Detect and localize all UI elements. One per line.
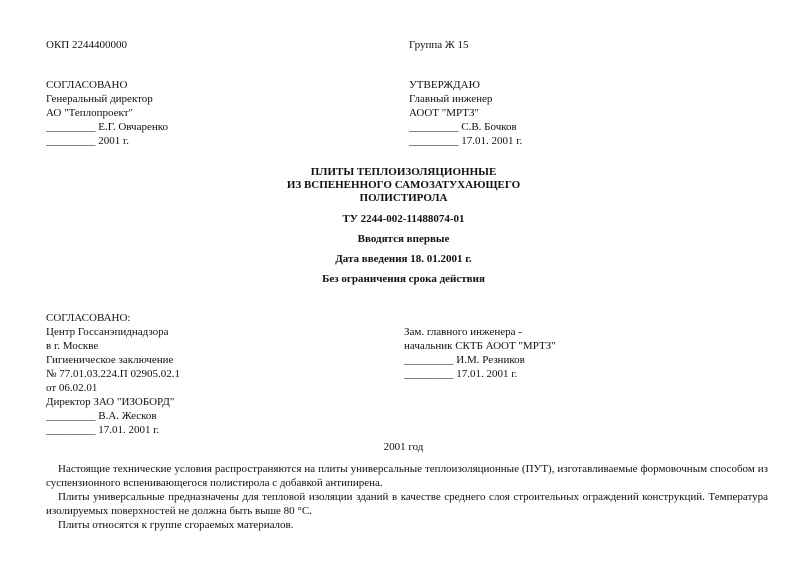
approval-left-title: СОГЛАСОВАНО	[46, 79, 128, 91]
approval-right-block	[409, 78, 522, 148]
title-line-1: ПЛИТЫ ТЕПЛОИЗОЛЯЦИОННЫЕ	[310, 166, 497, 178]
paragraph: Плиты относятся к группе сгораемых материалов.	[58, 519, 294, 531]
approval2-left-line-5: от 06.02.01	[46, 382, 98, 394]
validity-note: Без ограничения срока действия	[322, 273, 485, 285]
approval-right-signature: _________ С.В. Бочков	[409, 121, 517, 133]
title-line-2: ИЗ ВСПЕНЕННОГО САМОЗАТУХАЮЩЕГО	[286, 179, 521, 191]
group-code: Группа Ж 15	[409, 39, 469, 51]
title-line-3: ПОЛИСТИРОЛА	[359, 192, 448, 204]
approval2-left-line-3: Гигиеническое заключение	[46, 354, 174, 366]
document-code: ТУ 2244-002-11488074-01	[342, 213, 465, 225]
approval2-right-date: _________ 17.01. 2001 г.	[404, 368, 518, 380]
paragraph: Настоящие технические условия распространяются на плиты универсальные теплоизоляционные (ПУТ), изготавливаемые формовочным способом из суспензионного вспенивающегося полистирола с добавкой антипирена.	[46, 463, 768, 489]
approval2-left-line-1: Центр Госсанэпиднадзора	[46, 326, 169, 338]
approval2-right-block	[404, 325, 556, 381]
first-time-note: Вводятся впервые	[357, 233, 450, 245]
okp-code: ОКП 2244400000	[46, 39, 127, 51]
approval2-right-line-2: начальник СКТБ АООТ "МРТЗ"	[404, 340, 556, 352]
paragraph: Плиты универсальные предназначены для тепловой изоляции зданий в качестве среднего слоя строительных ограждений конструкций. Температура изолируемых поверхностей не должна быть выше 80 °С.	[46, 491, 768, 517]
approval2-right-line-1: Зам. главного инженера -	[404, 326, 522, 338]
approval2-left-line-2: в г. Москве	[46, 340, 99, 352]
approval2-left-block	[46, 311, 180, 437]
approval2-right-signature: _________ И.М. Резников	[404, 354, 525, 366]
approval-right-date: _________ 17.01. 2001 г.	[409, 135, 523, 147]
document-year: 2001 год	[383, 441, 424, 453]
approval-left-date: _________ 2001 г.	[46, 135, 130, 147]
document-title	[0, 166, 807, 205]
approval2-left-date: _________ 17.01. 2001 г.	[46, 424, 160, 436]
approval2-left-line-4: № 77.01.03.224.П 02905.02.1	[46, 368, 180, 380]
approval2-left-signature: _________ В.А. Жесков	[46, 410, 157, 422]
approval-right-title: УТВЕРЖДАЮ	[409, 79, 480, 91]
approval-left-organization: АО "Теплопроект"	[46, 107, 134, 119]
approval-left-block	[46, 78, 168, 148]
approval2-left-line-6: Директор ЗАО "ИЗОБОРД"	[46, 396, 175, 408]
approval-left-position: Генеральный директор	[46, 93, 153, 105]
approval2-left-title: СОГЛАСОВАНО:	[46, 312, 131, 324]
approval-right-position: Главный инженер	[409, 93, 493, 105]
body-text	[46, 462, 768, 532]
approval-right-organization: АООТ "МРТЗ"	[409, 107, 479, 119]
introduction-date: Дата введения 18. 01.2001 г.	[335, 253, 472, 265]
approval-left-signature: _________ Е.Г. Овчаренко	[46, 121, 169, 133]
